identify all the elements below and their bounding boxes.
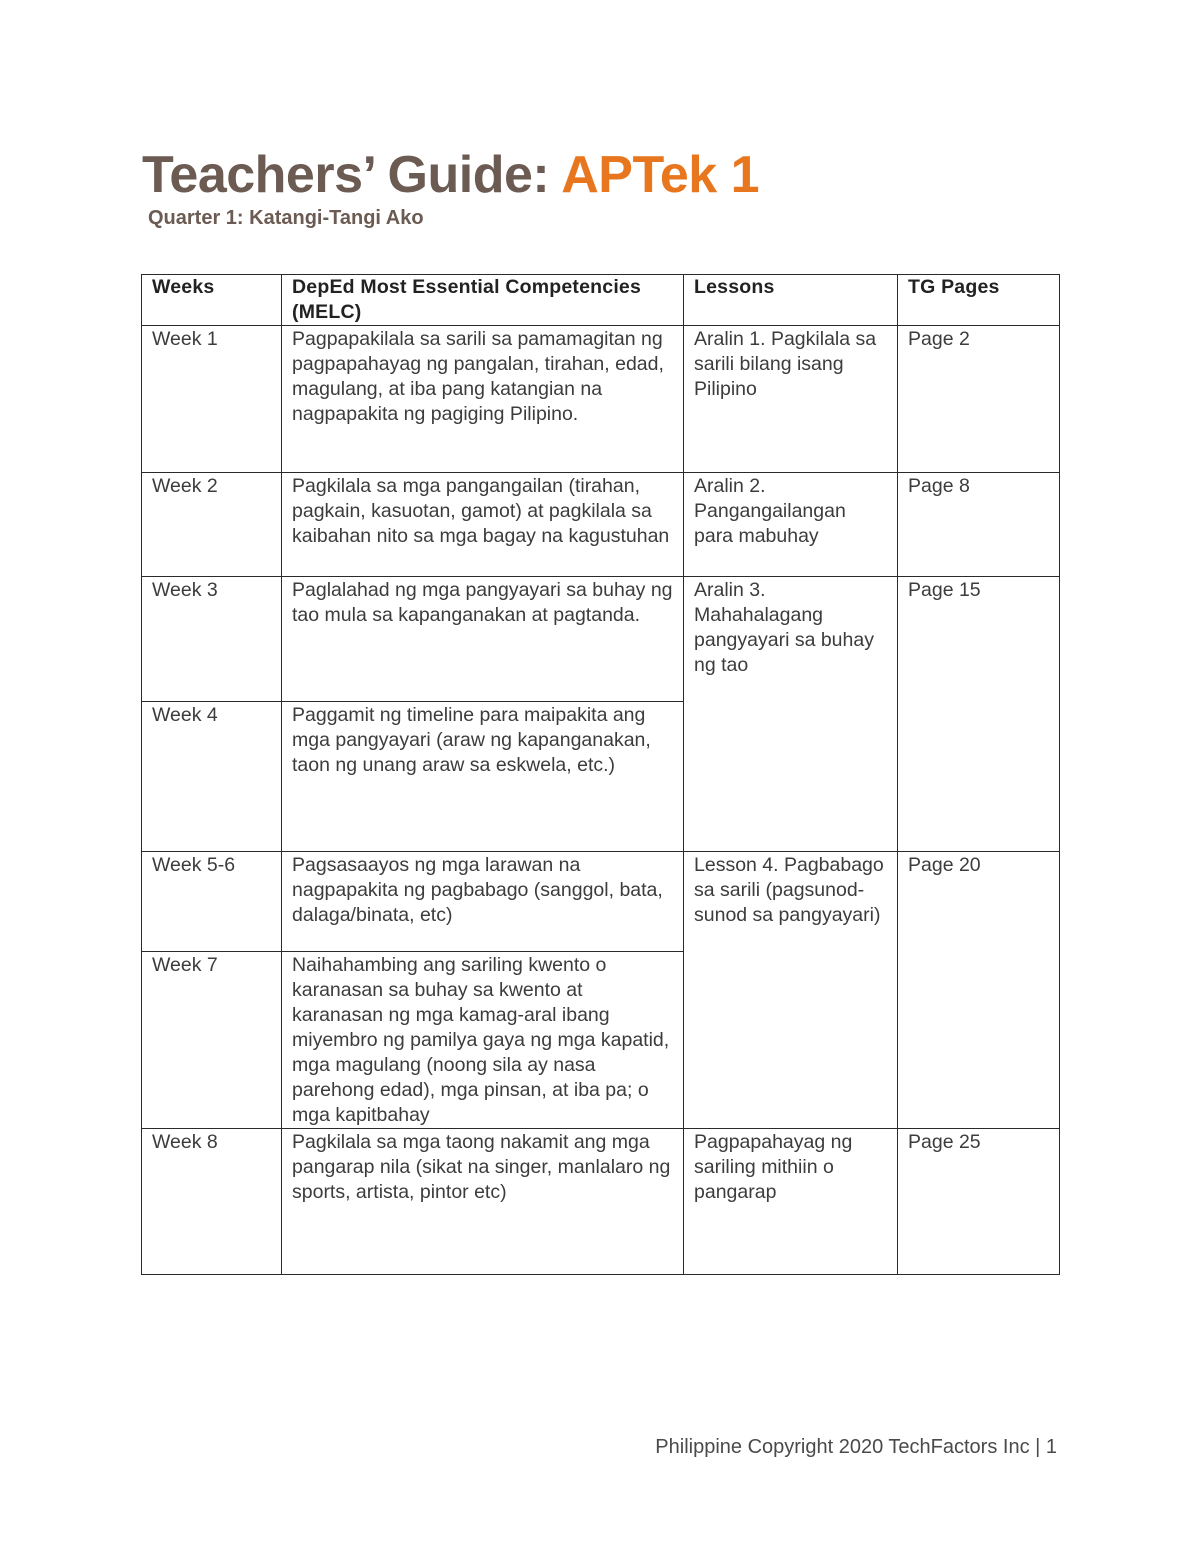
tg-page-cell: Page 25 xyxy=(898,1129,1060,1275)
melc-cell: Naihahambing ang sariling kwento o karanasan sa buhay sa kwento at karanasan ng mga kamag-aral ibang miyembro ng pamilya gaya ng mga kapatid, mga magulang (noong sila ay nasa parehong edad), mga pinsan, at iba pa; o mga kapitbahay xyxy=(282,952,684,1129)
tg-page-cell: Page 8 xyxy=(898,473,1060,577)
week-cell: Week 7 xyxy=(142,952,282,1129)
column-header-melc: DepEd Most Essential Competencies (MELC) xyxy=(282,275,684,326)
week-cell: Week 3 xyxy=(142,577,282,702)
column-header-lessons: Lessons xyxy=(684,275,898,326)
table-row xyxy=(142,852,1060,952)
column-header-tg-pages: TG Pages xyxy=(898,275,1060,326)
lesson-cell: Aralin 2. Pangangailangan para mabuhay xyxy=(684,473,898,577)
week-cell: Week 2 xyxy=(142,473,282,577)
melc-cell: Pagpapakilala sa sarili sa pamamagitan ng pagpapahayag ng pangalan, tirahan, edad, magulang, at iba pang katangian na nagpapakita ng pagiging Pilipino. xyxy=(282,326,684,473)
melc-cell: Pagkilala sa mga taong nakamit ang mga pangarap nila (sikat na singer, manlalaro ng sports, artista, pintor etc) xyxy=(282,1129,684,1275)
page-subtitle: Quarter 1: Katangi-Tangi Ako xyxy=(148,207,424,229)
page-footer: Philippine Copyright 2020 TechFactors Inc | 1 xyxy=(655,1436,1057,1458)
lesson-cell: Lesson 4. Pagbabago sa sarili (pagsunod-sunod sa pangyayari) xyxy=(684,852,898,1129)
tg-page-cell: Page 20 xyxy=(898,852,1060,1129)
title-main: Teachers’ Guide: xyxy=(142,146,562,204)
table-row xyxy=(142,326,1060,473)
tg-page-cell: Page 15 xyxy=(898,577,1060,852)
column-header-weeks: Weeks xyxy=(142,275,282,326)
competencies-table xyxy=(141,274,1060,1275)
table-row xyxy=(142,473,1060,577)
week-cell: Week 1 xyxy=(142,326,282,473)
table-header-row xyxy=(142,275,1060,326)
week-cell: Week 8 xyxy=(142,1129,282,1275)
lesson-cell: Pagpapahayag ng sariling mithiin o pangarap xyxy=(684,1129,898,1275)
lesson-cell: Aralin 1. Pagkilala sa sarili bilang isang Pilipino xyxy=(684,326,898,473)
melc-cell: Paglalahad ng mga pangyayari sa buhay ng tao mula sa kapanganakan at pagtanda. xyxy=(282,577,684,702)
table-row xyxy=(142,577,1060,702)
table-row xyxy=(142,1129,1060,1275)
week-cell: Week 5-6 xyxy=(142,852,282,952)
melc-cell: Pagsasaayos ng mga larawan na nagpapakita ng pagbabago (sanggol, bata, dalaga/binata, etc) xyxy=(282,852,684,952)
melc-cell: Pagkilala sa mga pangangailan (tirahan, pagkain, kasuotan, gamot) at pagkilala sa kaibahan nito sa mga bagay na kagustuhan xyxy=(282,473,684,577)
week-cell: Week 4 xyxy=(142,702,282,852)
title-accent: APTek 1 xyxy=(561,146,760,204)
tg-page-cell: Page 2 xyxy=(898,326,1060,473)
melc-cell: Paggamit ng timeline para maipakita ang mga pangyayari (araw ng kapanganakan, taon ng unang araw sa eskwela, etc.) xyxy=(282,702,684,852)
page-title xyxy=(142,143,759,207)
lesson-cell: Aralin 3. Mahahalagang pangyayari sa buhay ng tao xyxy=(684,577,898,852)
